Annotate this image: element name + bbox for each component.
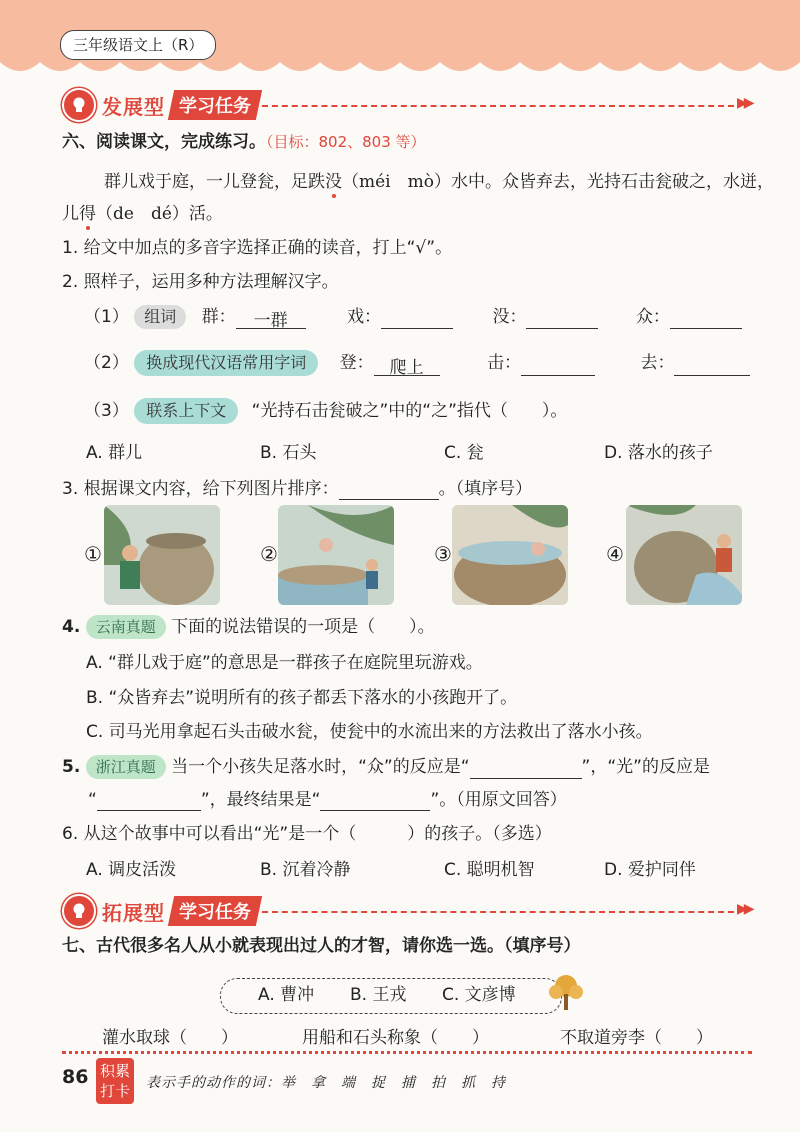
item-4: 4. 云南真题 下面的说法错误的一项是（ ）。 [62,617,435,637]
item-1: 1. 给文中加点的多音字选择正确的读音，打上“√”。 [62,238,453,258]
page-number: 86 [62,1066,89,1088]
answer-blank[interactable] [339,481,439,500]
footer-divider [62,1051,752,1054]
item-5: 5. 浙江真题 当一个小孩失足落水时，“众”的反应是“ ”，“光”的反应是 [62,757,710,777]
answer-blank[interactable] [674,357,750,376]
answer-blank[interactable] [521,357,595,376]
answer-blank[interactable]: 一群 [236,310,306,329]
item-6-option-a[interactable]: A. 调皮活泼 [86,860,177,880]
sub-item-3: （3） 联系上下文 “光持石击瓮破之”中的“之”指代（ ）。 [84,398,567,424]
lightbulb-icon [62,894,96,928]
story-picture-3 [452,505,568,605]
picture-number: ② [260,542,278,566]
option-d[interactable]: D. 落水的孩子 [604,443,713,463]
match-blank-3[interactable]: 不取道旁李（ ） [560,1028,713,1048]
answer-blank[interactable] [470,760,582,779]
footer-word-list: 表示手的动作的词：举 拿 端 捉 捕 拍 抓 持 [146,1075,506,1091]
answer-blank[interactable] [97,792,201,811]
arrow-icon: ▶▶ [737,95,751,111]
item-4-option-a[interactable]: A. “群儿戏于庭”的意思是一群孩子在庭院里玩游戏。 [86,653,483,673]
item-6: 6. 从这个故事中可以看出“光”是一个（ ）的孩子。（多选） [62,824,552,844]
option-b[interactable]: B. 石头 [260,443,317,463]
section-label: 发展型 [102,94,165,119]
section-label-box: 学习任务 [168,896,262,926]
option-a[interactable]: A. 群儿 [86,443,143,463]
method-tag: 组词 [134,305,186,329]
sub-item-1: （1） 组词 群： 一群 戏： 没： 众： [84,305,742,329]
choice-b: B. 王戎 [350,985,407,1005]
answer-blank[interactable] [670,310,742,329]
question-6-title: 六、阅读课文，完成练习。（目标：802、803 等） [62,132,426,152]
section-label-box: 学习任务 [168,90,262,120]
answer-blank[interactable]: 爬上 [374,357,440,376]
method-tag: 联系上下文 [134,398,238,424]
tree-icon [546,974,586,1012]
item-6-option-b[interactable]: B. 沉着冷静 [260,860,351,880]
answer-blank[interactable] [526,310,598,329]
answer-blank[interactable] [381,310,453,329]
item-6-option-d[interactable]: D. 爱护同伴 [604,860,696,880]
question-7-title: 七、古代很多名人从小就表现出过人的才智，请你选一选。（填序号） [62,936,581,956]
section-banner-extend [62,894,259,928]
lightbulb-icon [62,88,96,122]
exam-tag: 云南真题 [86,615,166,639]
sub-item-2: （2） 换成现代汉语常用字词 登： 爬上 击： 去： [84,350,750,376]
choice-a: A. 曹冲 [258,985,315,1005]
picture-number: ④ [606,542,624,566]
exam-tag: 浙江真题 [86,755,166,779]
passage-line-2: 儿得（de dé）活。 [62,204,223,224]
story-picture-2 [278,505,394,605]
match-blank-2[interactable]: 用船和石头称象（ ） [302,1028,489,1048]
picture-number: ③ [434,542,452,566]
section-label: 拓展型 [102,900,165,925]
match-blank-1[interactable]: 灌水取球（ ） [102,1028,238,1048]
picture-number: ① [84,542,102,566]
section-banner-develop [62,88,259,122]
option-c[interactable]: C. 瓮 [444,443,484,463]
item-5-line-2: “ ”，最终结果是“ ”。（用原文回答） [88,790,567,810]
book-tag: 三年级语文上（R） [60,30,216,60]
choice-c: C. 文彦博 [442,985,516,1005]
item-6-option-c[interactable]: C. 聪明机智 [444,860,535,880]
story-picture-4 [626,505,742,605]
item-3: 3. 根据课文内容，给下列图片排序： 。（填序号） [62,479,533,499]
arrow-icon: ▶▶ [737,901,751,917]
item-2: 2. 照样子，运用多种方法理解汉字。 [62,272,339,292]
divider [262,911,734,913]
item-4-option-b[interactable]: B. “众皆弃去”说明所有的孩子都丢下落水的小孩跑开了。 [86,688,518,708]
accumulate-card-badge: 积累 打卡 [96,1058,134,1104]
item-4-option-c[interactable]: C. 司马光用拿起石头击破水瓮，使瓮中的水流出来的方法救出了落水小孩。 [86,722,653,742]
divider [262,105,734,107]
answer-blank[interactable] [320,792,430,811]
passage-line-1: 群儿戏于庭，一儿登瓮，足跌没（méi mò）水中。众皆弃去，光持石击瓮破之，水迸， [104,172,774,192]
method-tag: 换成现代汉语常用字词 [134,350,318,376]
story-picture-1 [104,505,220,605]
